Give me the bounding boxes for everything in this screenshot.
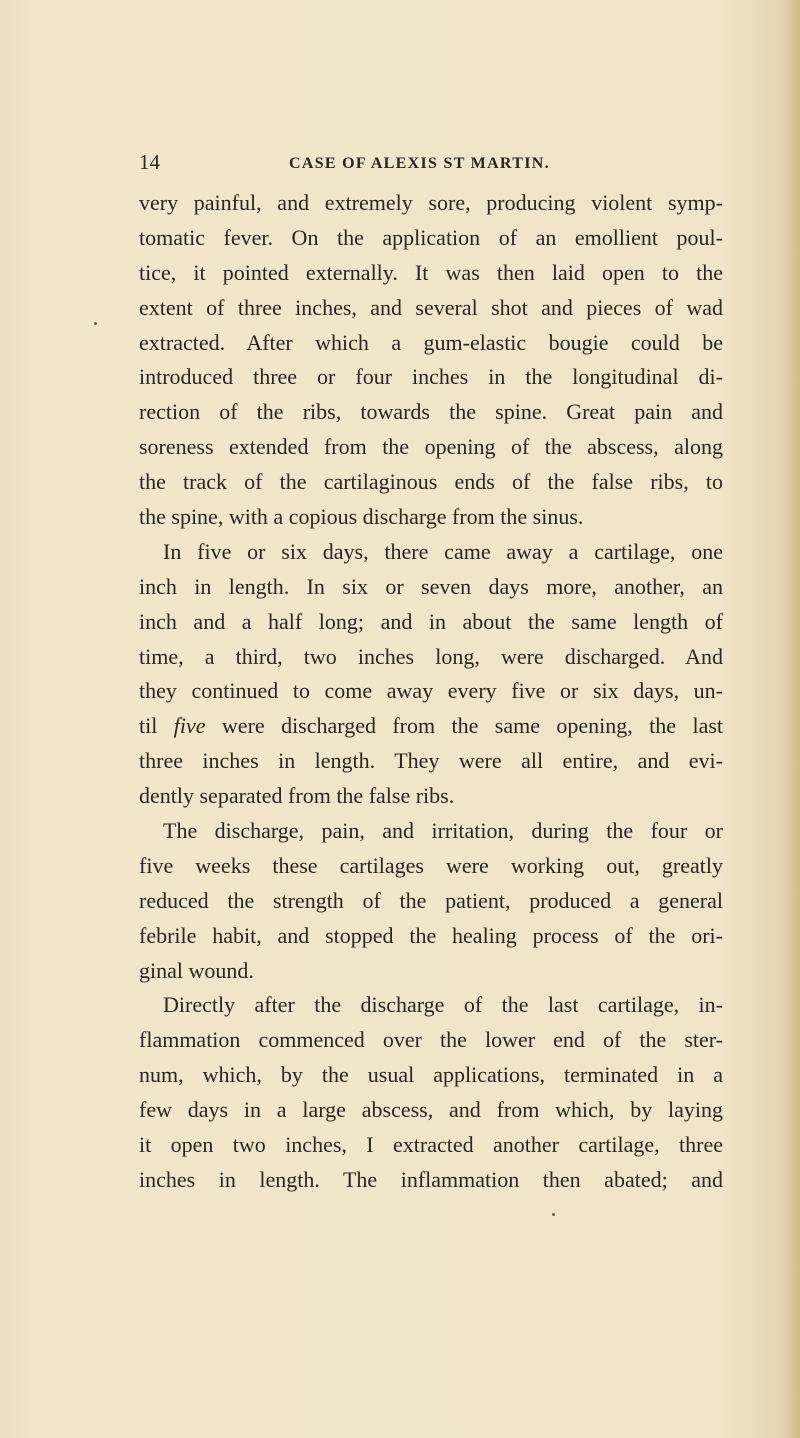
paragraph-start-line: Directly after the discharge of the last cartilage, in- [163,992,723,1018]
text-line: it open two inches, I extracted another cartilage, three [139,1132,723,1158]
text-line: dently separated from the false ribs. [139,783,455,809]
text-line: the track of the cartilaginous ends of the false ribs, to [139,469,723,495]
text-line: inches in length. The inflammation then abated; and [139,1166,723,1192]
text-line: the spine, with a copious discharge from the sinus. [139,504,584,530]
text-line: time, a third, two inches long, were discharged. And [139,643,723,669]
text-line: very painful, and extremely sore, producing violent symp- [139,190,723,215]
paragraph-start-line: In five or six days, there came away a cartilage, one [163,538,723,564]
text-line: flammation commenced over the lower end of the ster- [139,1027,723,1053]
text-fragment: til [139,713,174,739]
text-line: extracted. After which a gum-elastic bougie could be [139,329,723,355]
text-line: they continued to come away every five or six days, un- [139,678,723,704]
text-line: few days in a large abscess, and from which, by laying [139,1097,723,1123]
text-line: soreness extended from the opening of the abscess, along [139,434,723,460]
text-fragment: were discharged from the same opening, the last [221,713,724,739]
text-line: extent of three inches, and several shot and pieces of wad [139,294,723,320]
body-text [139,186,723,1198]
page-edge-shadow [786,0,800,1438]
text-line: five weeks these cartilages were working out, greatly [139,852,723,878]
text-line: tomatic fever. On the application of an emollient poul- [139,224,723,250]
running-head: CASE OF ALEXIS ST MARTIN. [289,155,550,172]
text-line: inch in length. In six or seven days more, another, an [139,573,723,599]
text-line: inch and a half long; and in about the same length of [139,608,723,634]
text-line: ginal wound. [139,957,254,983]
ink-speck [552,1213,555,1216]
text-line: three inches in length. They were all entire, and evi- [139,748,723,774]
text-line: febrile habit, and stopped the healing process of the ori- [139,922,723,948]
text-line: rection of the ribs, towards the spine. Great pain and [139,399,723,425]
text-line: introduced three or four inches in the longitudinal di- [139,364,723,390]
text-line: tice, it pointed externally. It was then laid open to the [139,259,723,285]
page-header [139,150,659,174]
text-line: num, which, by the usual applications, terminated in a [139,1062,723,1088]
ink-speck [94,322,97,325]
paragraph-start-line: The discharge, pain, and irritation, during the four or [163,818,723,844]
page-number: 14 [139,150,160,174]
text-line-with-italic [139,709,723,744]
text-line: reduced the strength of the patient, produced a general [139,887,723,913]
italic-word: five [173,713,206,739]
